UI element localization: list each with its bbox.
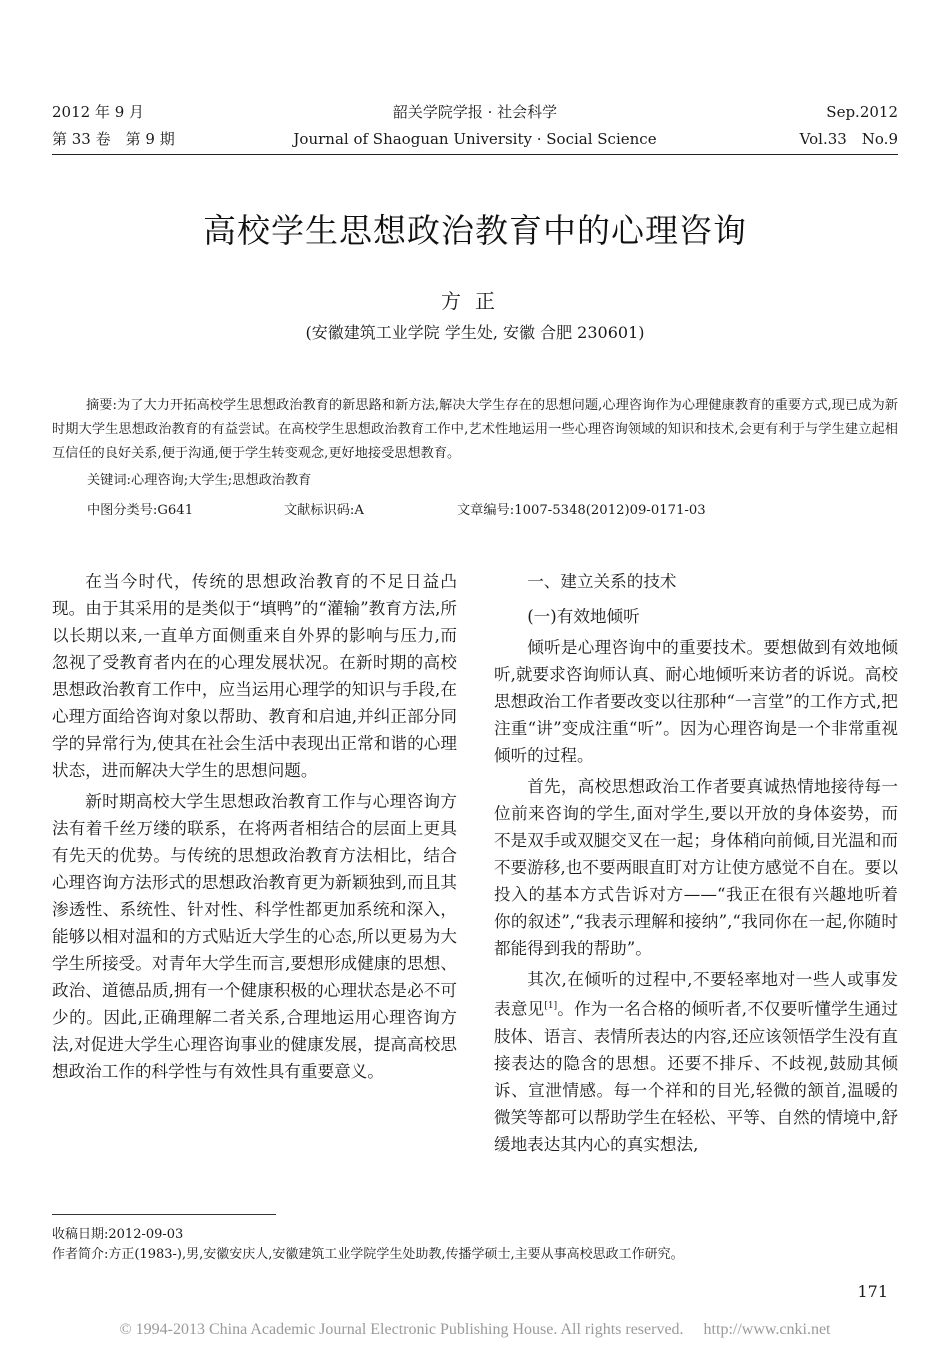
header-rule [52,154,898,155]
section-heading: 一、建立关系的技术 [527,572,677,591]
footnote-rule [52,1214,276,1215]
header-journal-cn: 韶关学院学报 · 社会科学 [392,103,558,121]
right-paragraph-3-end: 。作为一名合格的倾听者,不仅要听懂学生通过肢体、语言、表情所表达的内容,还应该领悟学生没有直接表达的隐含的思想。还要不排斥、不歧视,鼓励其倾诉、宣泄情感。每一个祥和的目光,轻微的颔首,温暖的微笑等都可以帮助学生在轻松、平等、自然的情境中,舒缓地表达其内心的真实想法, [494,999,898,1154]
abstract-text: 为了大力开拓高校学生思想政治教育的新思路和新方法,解决大学生存在的思想问题,心理咨询作为心理健康教育的重要方式,现已成为新时期大学生思想政治教育的有益尝试。在高校学生思想政治教育工作中,艺术性地运用一些心理咨询领域的知识和技术,会更有利于与学生建立起相互信任的良好关系,便于沟通,便于学生转变观念,更好地接受思想教育。 [52,398,898,461]
header-date-en: Sep.2012 [826,103,898,121]
header-journal-en: Journal of Shaoguan University · Social Science [293,130,657,148]
copyright-line: © 1994-2013 China Academic Journal Electronic Publishing House. All rights reserved. http://www.cnki.net [119,1321,831,1338]
author-affiliation: (安徽建筑工业学院 学生处, 安徽 合肥 230601) [305,323,645,342]
left-paragraph-2: 新时期高校大学生思想政治教育工作与心理咨询方法有着千丝万缕的联系，在将两者相结合的层面上更具有先天的优势。与传统的思想政治教育方法相比，结合心理咨询方法形式的思想政治教育更为新颖独到,而且其渗透性、系统性、针对性、科学性都更加系统和深入，能够以相对温和的方式贴近大学生的心态,所以更易为大学生所接受。对青年大学生而言,要想形成健康的思想、政治、道德品质,拥有一个健康积极的心理状态是必不可少的。因此,正确理解二者关系,合理地运用心理咨询方法,对促进大学生心理咨询事业的健康发展，提高高校思想政治工作的科学性与有效性具有重要意义。 [52,792,457,1081]
abstract-label: 摘要: [86,398,117,413]
page-number: 171 [857,1282,888,1301]
clc-number: 中图分类号:G641 [87,503,194,518]
footnote-bio: 作者简介:方正(1983-),男,安徽安庆人,安徽建筑工业学院学生处助教,传播学硕士,主要从事高校思政工作研究。 [52,1247,684,1262]
article-number: 文章编号:1007-5348(2012)09-0171-03 [457,503,706,518]
subsection-heading: (一)有效地倾听 [527,607,640,626]
keywords-text: 心理咨询;大学生;思想政治教育 [131,473,312,488]
right-paragraph-3-start: 其次,在倾听的过程中,不要轻率地对一些人或事发表意见 [494,970,898,1019]
keywords-label: 关键词: [87,473,132,488]
header-volume-en: Vol.33 No.9 [799,130,898,148]
header-date-cn: 2012 年 9 月 [52,103,145,121]
right-paragraph-1: 倾听是心理咨询中的重要技术。要想做到有效地倾听,就要求咨询师认真、耐心地倾听来访者的诉说。高校思想政治工作者要改变以往那种“一言堂”的工作方式,把注重“讲”变成注重“听”。因为心理咨询是一个非常重视倾听的过程。 [494,638,898,765]
left-paragraph-1: 在当今时代，传统的思想政治教育的不足日益凸现。由于其采用的是类似于“填鸭”的“灌输”教育方法,所以长期以来,一直单方面侧重来自外界的影响与压力,而忽视了受教育者内在的心理发展状况。在新时期的高校思想政治教育工作中，应当运用心理学的知识与手段,在心理方面给咨询对象以帮助、教育和启迪,并纠正部分同学的异常行为,使其在社会生活中表现出正常和谐的心理状态，进而解决大学生的思想问题。 [52,572,457,780]
footnote-received: 收稿日期:2012-09-03 [52,1227,184,1242]
abstract [52,394,898,466]
author-name: 方正 [441,289,509,313]
right-column [494,568,898,1158]
header-volume-cn: 第 33 卷 第 9 期 [52,130,175,148]
left-column [52,568,457,1085]
right-paragraph-3 [494,966,898,1158]
document-code: 文献标识码:A [284,503,364,518]
right-paragraph-2: 首先，高校思想政治工作者要真诚热情地接待每一位前来咨询的学生,面对学生,要以开放的身体姿势，而不是双手或双腿交叉在一起；身体稍向前倾,目光温和而不要游移,也不要两眼直盯对方让使方感觉不自在。要以投入的基本方式告诉对方——“我正在很有兴趣地听着你的叙述”,“我表示理解和接纳”,“我同你在一起,你随时都能得到我的帮助”。 [494,777,898,958]
citation-ref[interactable]: [1] [544,1001,558,1011]
keywords [87,469,311,488]
article-title: 高校学生思想政治教育中的心理咨询 [203,211,747,250]
